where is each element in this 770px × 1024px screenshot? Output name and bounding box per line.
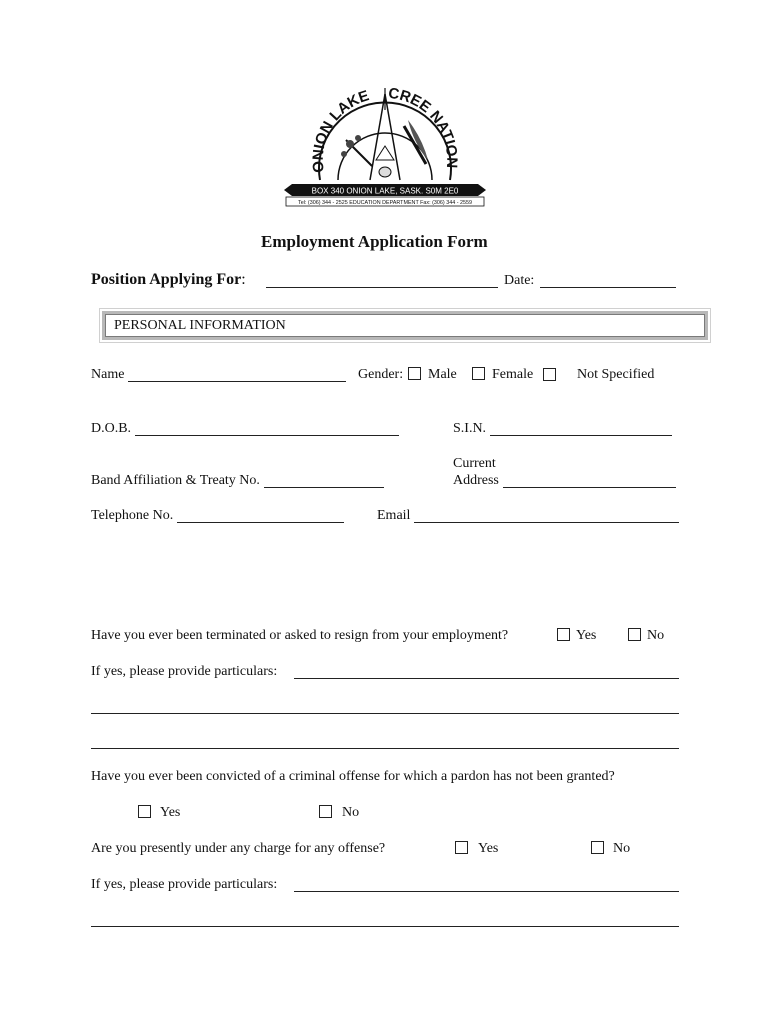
current-label: Current <box>453 456 496 471</box>
date-input[interactable] <box>540 287 676 288</box>
email-label: Email <box>377 508 411 523</box>
charge-particulars-label: If yes, please provide particulars: <box>91 877 278 892</box>
charge-particulars-input[interactable] <box>294 891 679 892</box>
sin-label: S.I.N. <box>453 421 487 436</box>
charge-particulars-line-2[interactable] <box>91 926 679 927</box>
form-title: Employment Application Form <box>261 232 488 251</box>
svg-text:CREE NATION <box>387 85 460 169</box>
dob-input[interactable] <box>135 435 399 436</box>
logo-arc-left-text: ONION LAKE <box>309 87 372 174</box>
position-label: Position Applying For <box>91 271 242 288</box>
logo-arc-right-text: CREE NATION <box>387 84 461 169</box>
telephone-input[interactable] <box>177 522 344 523</box>
logo-banner-address: BOX 340 ONION LAKE, SASK. S0M 2E0 <box>311 186 459 196</box>
band-affiliation-input[interactable] <box>264 487 384 488</box>
charge-question: Are you presently under any charge for any offense? <box>91 841 386 856</box>
dob-label: D.O.B. <box>91 421 132 436</box>
section-personal-label: PERSONAL INFORMATION <box>114 318 286 333</box>
telephone-label: Telephone No. <box>91 508 174 523</box>
email-input[interactable] <box>414 522 679 523</box>
gender-male-label: Male <box>428 367 457 382</box>
logo-banner-contact: Tel: (306) 344 - 2525 EDUCATION DEPARTMENT Fax: (306) 344 - 2559 <box>298 200 472 207</box>
convicted-no-label: No <box>342 805 360 820</box>
terminated-question: Have you ever been terminated or asked to resign from your employment? <box>91 628 509 643</box>
gender-label: Gender: <box>358 367 404 382</box>
convicted-question: Have you ever been convicted of a criminal offense for which a pardon has not been granted? <box>91 769 615 784</box>
sin-input[interactable] <box>490 435 672 436</box>
gender-female-label: Female <box>492 367 534 382</box>
position-row <box>91 271 246 289</box>
convicted-yes-label: Yes <box>160 805 181 820</box>
date-label: Date: <box>504 273 535 288</box>
position-colon: : <box>241 271 246 288</box>
convicted-no-checkbox[interactable] <box>319 805 332 818</box>
gender-not-specified-checkbox[interactable] <box>543 368 556 381</box>
terminated-no-checkbox[interactable] <box>628 628 641 641</box>
charge-yes-checkbox[interactable] <box>455 841 468 854</box>
gender-not-specified-label: Not Specified <box>577 367 655 382</box>
terminated-no-label: No <box>647 628 665 643</box>
onion-lake-cree-nation-logo <box>284 80 486 210</box>
position-input[interactable] <box>266 287 498 288</box>
gender-female-checkbox[interactable] <box>472 367 485 380</box>
pipe-icon <box>341 135 372 166</box>
address-label: Address <box>453 473 499 488</box>
terminated-particulars-label: If yes, please provide particulars: <box>91 664 278 679</box>
address-input[interactable] <box>503 487 676 488</box>
name-input[interactable] <box>128 381 346 382</box>
terminated-particulars-line-3[interactable] <box>91 748 679 749</box>
terminated-yes-label: Yes <box>576 628 597 643</box>
charge-yes-label: Yes <box>478 841 499 856</box>
feather-icon <box>404 120 428 164</box>
terminated-particulars-input[interactable] <box>294 678 679 679</box>
band-affiliation-label: Band Affiliation & Treaty No. <box>91 473 260 488</box>
name-label: Name <box>91 367 125 382</box>
gender-male-checkbox[interactable] <box>408 367 421 380</box>
terminated-particulars-line-2[interactable] <box>91 713 679 714</box>
charge-no-label: No <box>613 841 631 856</box>
charge-no-checkbox[interactable] <box>591 841 604 854</box>
terminated-yes-checkbox[interactable] <box>557 628 570 641</box>
convicted-yes-checkbox[interactable] <box>138 805 151 818</box>
section-personal-information <box>102 311 708 340</box>
